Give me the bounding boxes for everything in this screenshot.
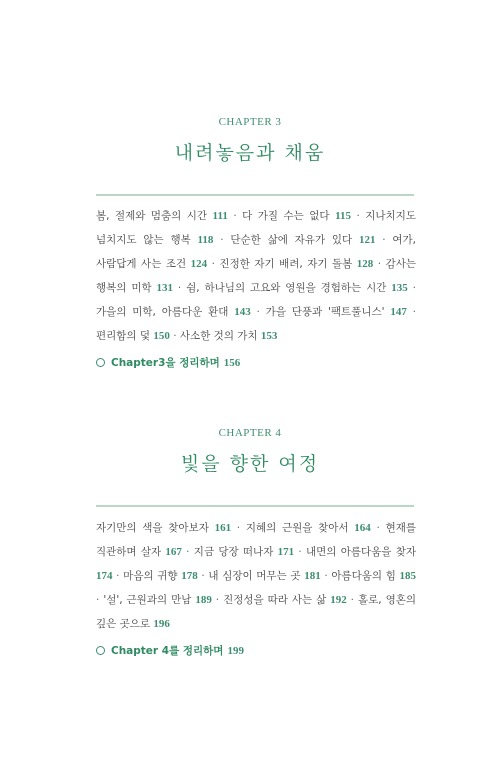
toc-entry-title: 마음의 귀향	[123, 570, 182, 582]
chapter4-label: CHAPTER 4	[218, 427, 282, 439]
toc-entry-title: 내면의 아름다움을 찾자	[306, 546, 416, 558]
chapter3-divider	[96, 194, 414, 196]
toc-entry[interactable]	[96, 522, 231, 534]
toc-entry-page: 153	[260, 330, 278, 342]
toc-entry-page: 135	[391, 282, 408, 294]
entry-separator: ·	[211, 594, 224, 606]
entry-separator: ·	[370, 522, 386, 534]
toc-entry[interactable]	[219, 258, 373, 270]
toc-entry-title: 다 가질 수는 없다	[242, 210, 336, 222]
entry-separator: ·	[250, 306, 266, 318]
toc-entry-title: 봄, 절제와 멈춤의 시간	[96, 210, 213, 222]
toc-entry-page: 196	[153, 618, 170, 630]
toc-entry[interactable]	[96, 306, 251, 318]
entry-separator: ·	[375, 234, 393, 246]
toc-entry-page: 118	[197, 234, 214, 246]
toc-entry[interactable]	[96, 330, 170, 342]
toc-entry-page: 150	[153, 330, 170, 342]
entry-separator: ·	[231, 522, 246, 534]
toc-entry[interactable]	[96, 210, 228, 222]
chapter4-summary[interactable]	[96, 643, 244, 658]
toc-entry-page: 192	[330, 594, 347, 606]
toc-entry-page: 115	[335, 210, 351, 222]
toc-entry-page: 181	[304, 570, 321, 582]
toc-entry-page: 124	[190, 258, 208, 270]
chapter4-header	[0, 427, 500, 476]
toc-entry[interactable]	[223, 594, 347, 606]
entry-separator: ·	[350, 210, 366, 222]
toc-entry-title: 쉼, 하나님의 고요와 영원을 경험하는 시간	[186, 282, 392, 294]
toc-entry-title: 가을의 미학, 아름다운 환대	[96, 306, 235, 318]
toc-entry-title: 내 심장이 머무는 곳	[208, 570, 305, 582]
toc-entry-page: 147	[390, 306, 407, 318]
entry-separator: ·	[406, 306, 417, 318]
toc-entry[interactable]	[208, 570, 320, 582]
toc-entry-title: 아름다움의 힘	[331, 570, 400, 582]
toc-entry-page: 164	[354, 522, 371, 534]
toc-entry-title: 진정한 자기 배려, 자기 돌봄	[219, 258, 357, 270]
toc-entry[interactable]	[186, 282, 408, 294]
toc-entry[interactable]	[331, 570, 416, 582]
toc-entry-page: 167	[165, 546, 182, 558]
toc-entry-title: 편리함의 덫	[96, 330, 154, 342]
entry-separator: ·	[320, 570, 332, 582]
toc-entry[interactable]	[266, 306, 407, 318]
toc-entry-title: 사소한 것의 가치	[179, 330, 261, 342]
toc-entry-title: 현재를 직관하며 살자	[96, 522, 417, 558]
entry-separator: ·	[373, 258, 386, 270]
toc-entry-page: 174	[96, 570, 113, 582]
toc-entry-page: 111	[212, 210, 228, 222]
toc-entry[interactable]	[242, 210, 351, 222]
entry-separator: ·	[173, 282, 187, 294]
toc-entry-title: 가을 단풍과 '팩트풀니스'	[265, 306, 391, 318]
toc-entry-title: 홀로, 영혼의 깊은 곳으로	[96, 594, 416, 630]
toc-entry-title: 지혜의 근원을 찾아서	[245, 522, 355, 534]
toc-entry[interactable]	[194, 546, 294, 558]
circle-bullet-icon	[96, 358, 105, 367]
entry-separator: ·	[213, 234, 231, 246]
chapter3-summary[interactable]	[96, 355, 240, 370]
toc-entry-page: 171	[277, 546, 295, 558]
toc-entry-page: 178	[181, 570, 198, 582]
chapter3-label: CHAPTER 3	[218, 116, 282, 128]
entry-separator: ·	[407, 282, 417, 294]
summary-page: 156	[223, 356, 241, 369]
circle-bullet-icon	[96, 646, 105, 655]
summary-label: Chapter3을 정리하며	[111, 357, 220, 369]
entry-separator: ·	[197, 570, 209, 582]
toc-entry-title: 감사는 행복의 미학	[96, 258, 416, 294]
entry-separator: ·	[96, 594, 104, 606]
entry-separator: ·	[346, 594, 358, 606]
toc-entry-title: '설', 근원과의 만남	[103, 594, 196, 606]
toc-entry-page: 161	[214, 522, 232, 534]
entry-separator: ·	[227, 210, 243, 222]
toc-entry[interactable]	[180, 330, 278, 342]
toc-entry[interactable]	[230, 234, 375, 246]
entry-separator: ·	[169, 330, 180, 342]
summary-page: 199	[227, 644, 244, 657]
toc-entry-page: 143	[234, 306, 251, 318]
toc-entry[interactable]	[103, 594, 212, 606]
entry-separator: ·	[112, 570, 124, 582]
toc-entry-page: 121	[358, 234, 376, 246]
toc-entry-page: 128	[356, 258, 374, 270]
toc-entry-title: 진정성을 따라 사는 삶	[223, 594, 331, 606]
chapter4-divider	[96, 505, 414, 507]
entry-separator: ·	[181, 546, 194, 558]
toc-entry[interactable]	[246, 522, 371, 534]
toc-entry-title: 지나치지도 넘치지도 않는 행복	[96, 210, 416, 246]
chapter3-header	[0, 116, 500, 165]
chapter3-toc	[96, 204, 416, 348]
toc-entry-title: 여가, 사람답게 사는 조건	[96, 234, 416, 270]
toc-entry-title: 단순한 삶에 자유가 있다	[230, 234, 359, 246]
toc-entry-page: 189	[195, 594, 212, 606]
toc-entry-page: 131	[156, 282, 174, 294]
chapter4-toc	[96, 516, 416, 636]
toc-entry-title: 자기만의 색을 찾아보자	[96, 522, 215, 534]
toc-entry[interactable]	[123, 570, 198, 582]
entry-separator: ·	[294, 546, 307, 558]
summary-label: Chapter 4를 정리하며	[111, 645, 224, 657]
chapter4-title: 빛을 향한 여정	[180, 453, 320, 475]
entry-separator: ·	[207, 258, 220, 270]
toc-entry-page: 185	[399, 570, 417, 582]
chapter3-title: 내려놓음과 채움	[174, 142, 326, 164]
toc-entry-title: 지금 당장 떠나자	[193, 546, 278, 558]
